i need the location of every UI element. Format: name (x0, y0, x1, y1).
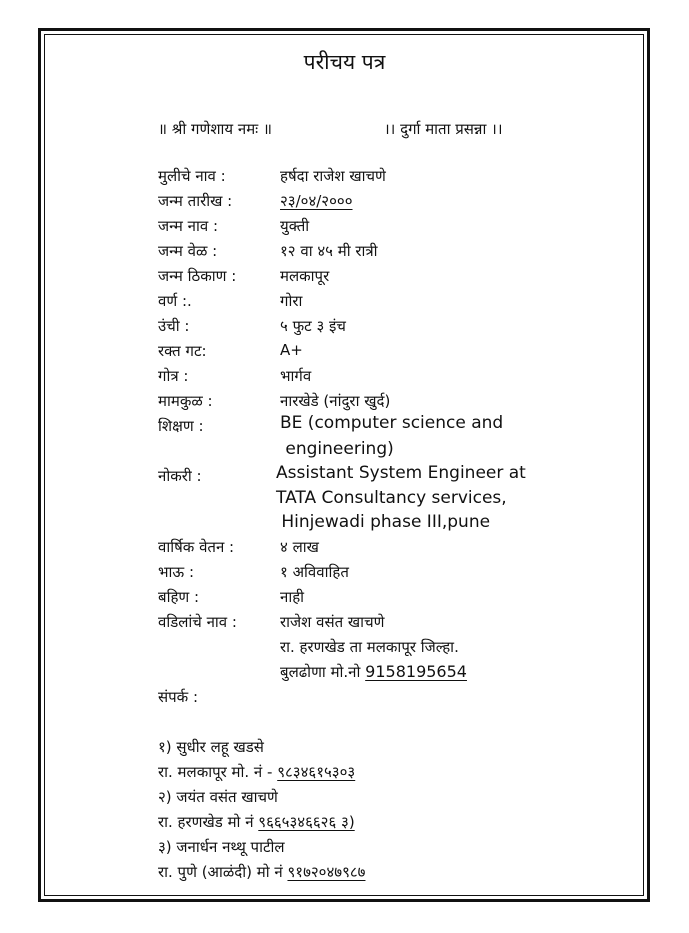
field-label-gotra: गोत्र : (158, 367, 189, 385)
contact-1-name: १) सुधीर लहू खडसे (158, 738, 264, 756)
field-value-name: हर्षदा राजेश खाचणे (280, 167, 386, 185)
contact-1-address: रा. मलकापूर मो. नं - (158, 763, 278, 781)
field-value-job-line-2: TATA Consultancy services, (276, 488, 507, 508)
field-value-dob: २३/०४/२००० (280, 192, 353, 210)
field-value-job-line-3: Hinjewadi phase III,pune (276, 512, 491, 532)
field-label-job: नोकरी : (158, 467, 202, 485)
contact-2-address: रा. हरणखेड मो नं (158, 813, 259, 831)
field-value-birth-name: युक्ती (280, 217, 310, 235)
field-label-blood-group: रक्त गट: (158, 342, 207, 360)
contact-3-phone: ९१७२०४७९८७ (287, 863, 366, 881)
field-label-complexion: वर्ण :. (158, 292, 192, 310)
field-label-birth-place: जन्म ठिकाण : (158, 267, 237, 285)
field-value-sister: नाही (280, 588, 305, 606)
contact-3-address: रा. पुणे (आळंदी) मो नं (158, 863, 288, 881)
field-value-father-address: रा. हरणखेड ता मलकापूर जिल्हा. (280, 638, 459, 656)
contact-2-name: २) जयंत वसंत खाचणे (158, 788, 278, 806)
field-value-blood-group: A+ (280, 341, 303, 359)
field-label-name: मुलीचे नाव : (158, 167, 226, 185)
greeting-ganesh: ॥ श्री गणेशाय नमः ॥ (158, 120, 272, 138)
document-title: परीचय पत्र (303, 50, 386, 74)
contact-3-name: ३) जनार्धन नथ्थू पाटील (158, 838, 285, 856)
field-value-birth-place: मलकापूर (280, 267, 330, 285)
field-label-maternal-family: मामकुळ : (158, 392, 213, 410)
field-value-father-contact (280, 662, 467, 682)
field-value-complexion: गोरा (280, 292, 303, 310)
field-value-education-line-1: BE (computer science and (280, 413, 504, 433)
father-phone: 9158195654 (365, 662, 467, 681)
field-label-height: उंची : (158, 317, 190, 335)
field-value-salary: ४ लाख (280, 538, 319, 556)
contact-1-line (158, 762, 355, 782)
contact-2-line (158, 812, 355, 832)
field-label-salary: वार्षिक वेतन : (158, 538, 235, 556)
field-value-gotra: भार्गव (280, 367, 312, 385)
field-value-height: ५ फुट ३ इंच (280, 317, 346, 335)
contact-1-phone: ९८३४६१५३०३ (277, 763, 356, 781)
field-value-job-line-1: Assistant System Engineer at (276, 463, 526, 483)
field-label-father: वडिलांचे नाव : (158, 613, 237, 631)
field-label-birth-name: जन्म नाव : (158, 217, 219, 235)
field-label-education: शिक्षण : (158, 417, 204, 435)
field-value-birth-time: १२ वा ४५ मी रात्री (280, 242, 378, 260)
field-label-sister: बहिण : (158, 588, 200, 606)
field-value-father-name: राजेश वसंत खाचणे (280, 613, 385, 631)
field-label-brother: भाऊ : (158, 563, 195, 581)
contact-label: संपर्क : (158, 688, 199, 706)
field-label-birth-time: जन्म वेळ : (158, 242, 218, 260)
field-value-brother: १ अविवाहित (280, 563, 349, 581)
father-mobile-prefix: बुलढोणा मो.नो (280, 663, 366, 681)
field-label-dob: जन्म तारीख : (158, 192, 233, 210)
greeting-durga: ।। दुर्गा माता प्रसन्ना ।। (384, 120, 503, 138)
field-value-education-line-2: engineering) (280, 439, 394, 459)
contact-3-line (158, 862, 365, 882)
contact-2-phone: ९६६५३४६६२६ ३) (258, 813, 355, 831)
field-value-maternal-family: नारखेडे (नांदुरा खुर्द) (280, 392, 391, 410)
